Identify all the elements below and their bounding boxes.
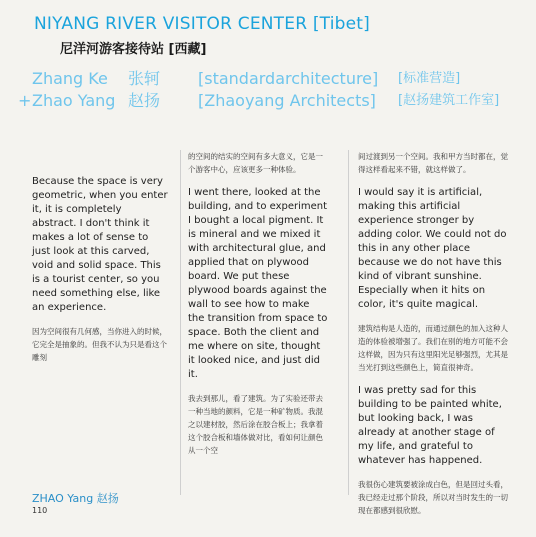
paragraph-cn: 建筑结构是人造的，而通过颜色的加入这种人造的体验被增强了。我们在别的地方可能不会这样做，因为只有这里阳光足够强烈，尤其是当光打到这些颜色上，简直很神奇。 [358, 324, 508, 372]
credit-prefix: + [18, 91, 32, 110]
credit-row [18, 90, 528, 112]
credit-name-cn: 张轲 [128, 69, 161, 88]
author-name [32, 490, 119, 506]
credit-office-cn: [赵扬建筑工作室] [398, 93, 500, 108]
author-name-en: ZHAO Yang [32, 492, 94, 505]
title-en: NIYANG RIVER VISITOR CENTER [Tibet] [34, 14, 370, 34]
paragraph-cn: 我去到那儿，看了建筑。为了实验还带去一种当地的颜料，它是一种矿物质。我混之以建材胶，然后涂在胶合板上；我拿着这个胶合板和墙体做对比，看如何让颜色从一个空 [188, 394, 323, 455]
paragraph-cn: 因为空间很有几何感，当你进入的时候，它完全是抽象的。但我不认为只是看这个雕刻 [32, 327, 167, 362]
paragraph-cn: 的空间的结实的空间有多大意义，它是一个游客中心，应该更多一种体验。 [188, 152, 323, 174]
credit-office: [Zhaoyang Architects] [198, 91, 376, 110]
paragraph-cn: 间过渡到另一个空间。我和甲方当时都在，觉得这样看起来不错，就这样做了。 [358, 152, 508, 174]
text-column-3 [358, 150, 508, 527]
column-divider [180, 150, 181, 495]
title-cn: 尼洋河游客接待站 [西藏] [60, 42, 207, 57]
text-column-2 [188, 150, 328, 467]
text-column-1 [32, 175, 168, 374]
credit-office-cn: [标准营造] [398, 71, 461, 86]
credit-office: [standardarchitecture] [198, 69, 379, 88]
paragraph-en: I would say it is artificial, making this artificial experience stronger by adding color. We could not do this in any other place because we do not have this kind of vibrant sunshine. Especially when it hits on color, it's quite magical. [358, 187, 507, 310]
credit-name: Zhao Yang [32, 91, 116, 110]
paragraph-en: Because the space is very geometric, when you enter it, it is completely abstract. I don't think it makes a lot of sense to just look at this carved, void and solid space. This is a tourist center, so you need something else, like an experience. [32, 176, 168, 313]
author-name-cn: 赵扬 [96, 492, 119, 505]
credit-name: Zhang Ke [32, 69, 108, 88]
credit-row [18, 68, 528, 90]
page-number: 110 [32, 506, 48, 515]
paragraph-en: I went there, looked at the building, and to experiment I bought a local pigment. It is mineral and we mixed it with architectural glue, and applied that on plywood board. We put these plywood boards against the wall to see how to make the transition from space to space. Both the client and me where on site, thought it looked nice, and just did it. [188, 187, 328, 380]
paragraph-cn: 我很伤心建筑要被涂成白色，但是回过头看，我已经走过那个阶段，所以对当时发生的一切现在都感到很欣慰。 [358, 480, 508, 515]
column-divider [348, 150, 349, 495]
paragraph-en: I was pretty sad for this building to be painted white, but looking back, I was already at another stage of my life, and grateful to whatever has happened. [358, 385, 502, 466]
credit-name-cn: 赵扬 [128, 91, 161, 110]
credits [18, 68, 528, 112]
